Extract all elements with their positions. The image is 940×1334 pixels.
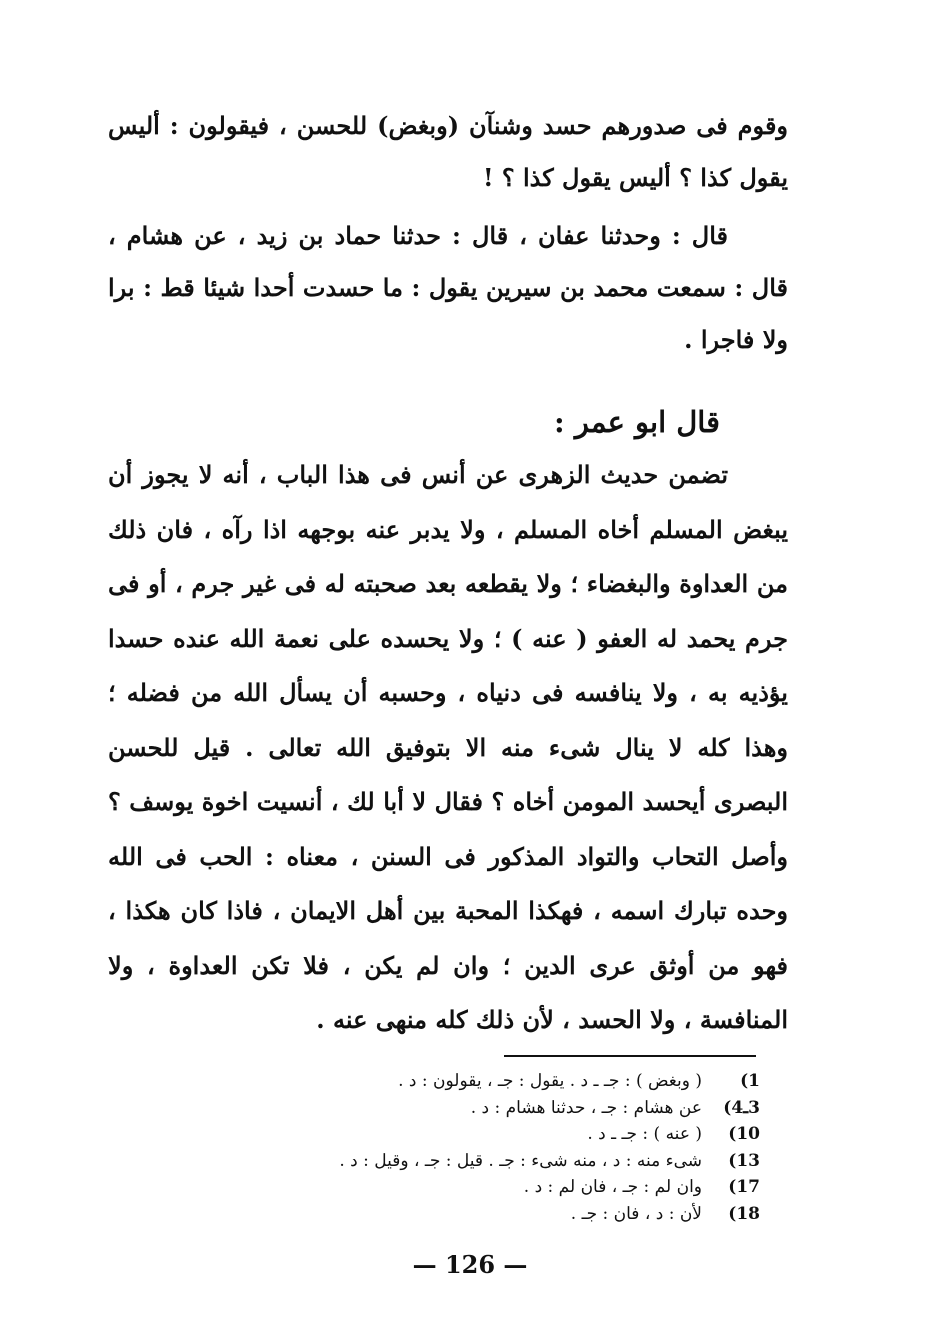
footnote bbox=[180, 1148, 760, 1175]
footnote-text: عن هشام : جـ ، حدثنا هشام : د . bbox=[470, 1097, 702, 1118]
commentary-paragraph bbox=[108, 448, 788, 1048]
footnote-number: 18) bbox=[728, 1203, 760, 1224]
footnote bbox=[180, 1201, 760, 1228]
footnote-text: وان لم : جـ ، فان لم : د . bbox=[523, 1177, 702, 1197]
footnote-number: 13) bbox=[728, 1150, 760, 1171]
footnote-text: لأن : د ، فان : جـ . bbox=[570, 1203, 702, 1224]
footnote-separator bbox=[504, 1055, 756, 1057]
footnote bbox=[180, 1095, 760, 1122]
footnote bbox=[180, 1174, 760, 1201]
footnote bbox=[180, 1121, 760, 1148]
commentary-paragraph-text: تضمن حديث الزهرى عن أنس فى هذا الباب ، أنه لا يجوز أن يبغض المسلم أخاه المسلم ، ولا يدبر عنه بوجهه اذا رآه ، فان ذلك من العداوة والبغضاء ؛ ولا يقطعه بعد صحبته له فى غير جرم ، أو فى جرم يحمد له العفو ( عنه ) ؛ ولا يحسده على نعمة الله عنده حسدا يؤذيه به ، ولا ينافسه فى دنياه ، وحسبه أن يسأل الله من فضله ؛ وهذا كله لا ينال شىء منه الا بتوفيق الله تعالى . قيل للحسن البصرى أيحسد المومن أخاه ؟ فقال لا أبا لك ، أنسيت اخوة يوسف ؟ وأصل التحاب والتواد المذكور فى السنن ، معناه : الحب فى الله وحده تبارك اسمه ، فهكذا المحبة بين أهل الايمان ، فاذا كان هكذا ، فهو من أوثق عرى الدين ؛ وان لم يكن ، فلا تكن العداوة ، ولا المنافسة ، ولا الحسد ، لأن ذلك كله منهى عنه . bbox=[108, 460, 788, 1034]
isnad-paragraph bbox=[108, 210, 788, 366]
section-heading: قال ابو عمر : bbox=[554, 405, 720, 439]
footnotes bbox=[180, 1068, 760, 1227]
footnote-text: ( وبغض ) : جـ ـ د . يقول : جـ ، يقولون : د . bbox=[398, 1071, 702, 1091]
footnote-number: 10) bbox=[728, 1124, 760, 1144]
page-number: — 126 — bbox=[412, 1250, 528, 1279]
footnote-text: شىء منه : د ، منه شىء : جـ . قيل : جـ ، وقيل : د . bbox=[339, 1150, 702, 1171]
footnote bbox=[180, 1068, 760, 1095]
isnad-paragraph-text: قال : وحدثنا عفان ، قال : حدثنا حماد بن زيد ، عن هشام ، قال : سمعت محمد بن سيرين يقول : ما حسدت أحدا شيئا قط : برا ولا فاجرا . bbox=[108, 221, 788, 354]
footnote-number: 3ـ4) bbox=[723, 1097, 760, 1118]
footnote-number: 17) bbox=[728, 1177, 760, 1197]
footnote-text: ( عنه ) : جـ ـ د . bbox=[587, 1124, 702, 1144]
opening-paragraph bbox=[108, 100, 788, 204]
opening-paragraph-text: وقوم فى صدورهم حسد وشنآن (وبغض) للحسن ، فيقولون : أليس يقول كذا ؟ أليس يقول كذا ؟ ! bbox=[108, 111, 788, 192]
footnote-number: 1) bbox=[740, 1071, 760, 1091]
